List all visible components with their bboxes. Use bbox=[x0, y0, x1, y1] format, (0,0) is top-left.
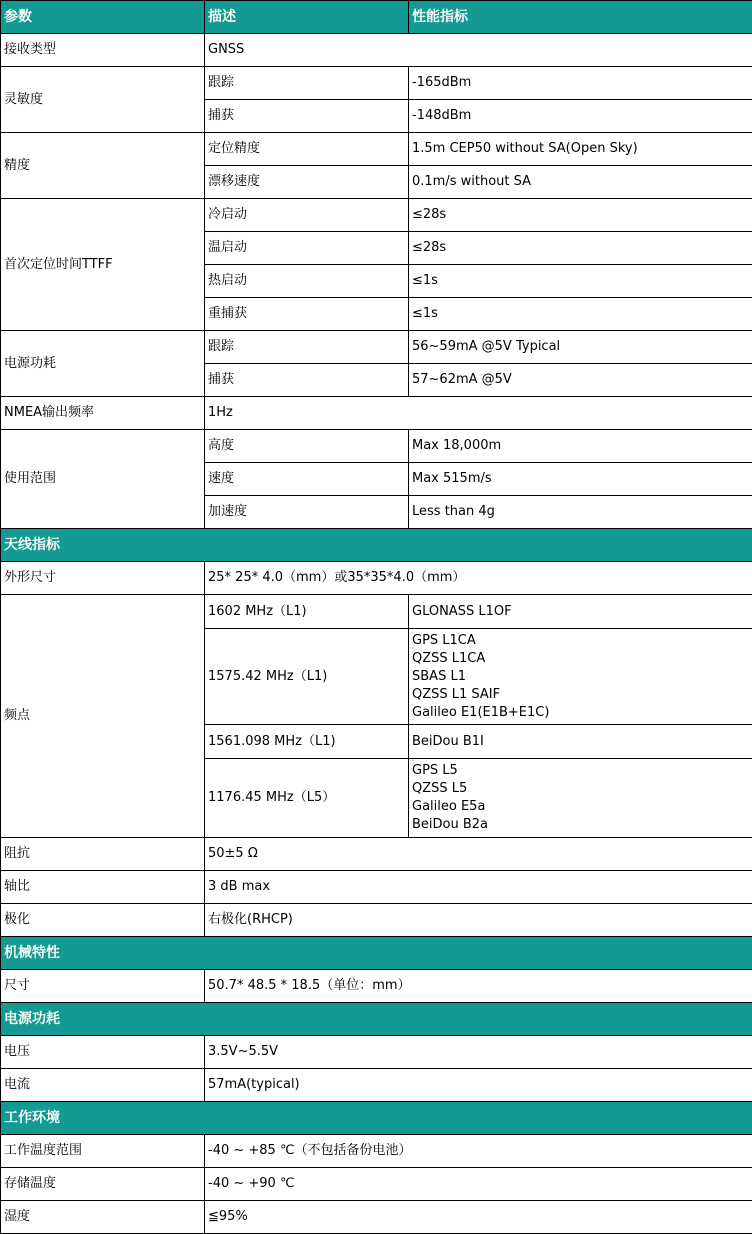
accuracy-label: 精度 bbox=[1, 133, 205, 199]
freq-desc: 1561.098 MHz（L1) bbox=[205, 725, 409, 759]
polarization-label: 极化 bbox=[1, 904, 205, 937]
accuracy-desc: 漂移速度 bbox=[205, 166, 409, 199]
table-row bbox=[1, 1036, 752, 1069]
usage-value: Max 18,000m bbox=[409, 430, 752, 463]
section-row bbox=[1, 1102, 752, 1135]
ttff-desc: 冷启动 bbox=[205, 199, 409, 232]
header-desc: 描述 bbox=[205, 1, 409, 34]
freq-value: Galileo E5a bbox=[412, 799, 486, 814]
sensitivity-value: -148dBm bbox=[409, 100, 752, 133]
storage-temp-value: -40 ~ +90 ℃ bbox=[205, 1168, 752, 1201]
ttff-desc: 温启动 bbox=[205, 232, 409, 265]
table-row bbox=[1, 970, 752, 1003]
freq-value: BeiDou B1I bbox=[412, 733, 484, 749]
table-row bbox=[1, 562, 752, 595]
sensitivity-value: -165dBm bbox=[409, 67, 752, 100]
humidity-value: ≦95% bbox=[205, 1201, 752, 1234]
table-row bbox=[1, 871, 752, 904]
receiver-type-value: GNSS bbox=[205, 34, 752, 67]
freq-value: QZSS L1CA bbox=[412, 650, 486, 666]
humidity-label: 湿度 bbox=[1, 1201, 205, 1234]
table-row bbox=[1, 397, 752, 430]
impedance-label: 阻抗 bbox=[1, 838, 205, 871]
freq-label: 频点 bbox=[1, 595, 205, 838]
freq-value: BeiDou B2a bbox=[412, 817, 489, 832]
polarization-value: 右极化(RHCP) bbox=[205, 904, 752, 937]
accuracy-desc: 定位精度 bbox=[205, 133, 409, 166]
section-row bbox=[1, 937, 752, 970]
header-perf: 性能指标 bbox=[409, 1, 752, 34]
op-temp-value: -40 ~ +85 ℃（不包括备份电池） bbox=[205, 1135, 752, 1168]
sensitivity-label: 灵敏度 bbox=[1, 67, 205, 133]
table-row bbox=[1, 904, 752, 937]
freq-value: QZSS L1 SAIF bbox=[412, 686, 501, 702]
table-row bbox=[1, 1201, 752, 1234]
freq-desc: 1176.45 MHz（L5） bbox=[205, 759, 409, 838]
table-row bbox=[1, 1069, 752, 1102]
freq-value: GLONASS L1OF bbox=[412, 603, 512, 619]
storage-temp-label: 存储温度 bbox=[1, 1168, 205, 1201]
table-row bbox=[1, 838, 752, 871]
current-value: 57mA(typical) bbox=[205, 1069, 752, 1102]
axial-ratio-label: 轴比 bbox=[1, 871, 205, 904]
table-row bbox=[1, 1168, 752, 1201]
nmea-label: NMEA输出频率 bbox=[1, 397, 205, 430]
table-row bbox=[1, 595, 752, 629]
axial-ratio-value: 3 dB max bbox=[205, 871, 752, 904]
power-value: 56~59mA @5V Typical bbox=[409, 331, 752, 364]
ttff-value: ≤28s bbox=[409, 232, 752, 265]
table-row bbox=[1, 1135, 752, 1168]
voltage-label: 电压 bbox=[1, 1036, 205, 1069]
accuracy-value: 0.1m/s without SA bbox=[409, 166, 752, 199]
sensitivity-desc: 捕获 bbox=[205, 100, 409, 133]
ttff-desc: 重捕获 bbox=[205, 298, 409, 331]
power-value: 57~62mA @5V bbox=[409, 364, 752, 397]
freq-value: GPS L5 bbox=[412, 763, 458, 778]
table-row bbox=[1, 430, 752, 463]
mech-size-label: 尺寸 bbox=[1, 970, 205, 1003]
freq-value: Galileo E1(E1B+E1C) bbox=[412, 704, 550, 720]
usage-value: Less than 4g bbox=[409, 496, 752, 529]
impedance-value: 50±5 Ω bbox=[205, 838, 752, 871]
section-row bbox=[1, 1003, 752, 1036]
section-title-power: 电源功耗 bbox=[1, 1003, 752, 1036]
section-row bbox=[1, 529, 752, 562]
current-label: 电流 bbox=[1, 1069, 205, 1102]
ttff-desc: 热启动 bbox=[205, 265, 409, 298]
voltage-value: 3.5V~5.5V bbox=[205, 1036, 752, 1069]
sensitivity-desc: 跟踪 bbox=[205, 67, 409, 100]
power-desc: 跟踪 bbox=[205, 331, 409, 364]
op-temp-label: 工作温度范围 bbox=[1, 1135, 205, 1168]
table-row bbox=[1, 199, 752, 232]
freq-value: SBAS L1 bbox=[412, 668, 466, 684]
table-row bbox=[1, 331, 752, 364]
ttff-value: ≤28s bbox=[409, 199, 752, 232]
usage-desc: 加速度 bbox=[205, 496, 409, 529]
usage-value: Max 515m/s bbox=[409, 463, 752, 496]
freq-values bbox=[409, 759, 752, 838]
usage-label: 使用范围 bbox=[1, 430, 205, 529]
freq-value: QZSS L5 bbox=[412, 781, 468, 796]
freq-values bbox=[409, 595, 752, 629]
section-title-environment: 工作环境 bbox=[1, 1102, 752, 1135]
section-title-antenna: 天线指标 bbox=[1, 529, 752, 562]
table-header-row bbox=[1, 1, 752, 34]
receiver-type-label: 接收类型 bbox=[1, 34, 205, 67]
accuracy-value: 1.5m CEP50 without SA(Open Sky) bbox=[409, 133, 752, 166]
table-row bbox=[1, 133, 752, 166]
power-desc: 捕获 bbox=[205, 364, 409, 397]
usage-desc: 高度 bbox=[205, 430, 409, 463]
ttff-value: ≤1s bbox=[409, 265, 752, 298]
table-row bbox=[1, 34, 752, 67]
freq-values bbox=[409, 629, 752, 725]
antenna-size-label: 外形尺寸 bbox=[1, 562, 205, 595]
freq-desc: 1602 MHz（L1) bbox=[205, 595, 409, 629]
table-row bbox=[1, 67, 752, 100]
mech-size-value: 50.7* 48.5 * 18.5（单位：mm） bbox=[205, 970, 752, 1003]
antenna-size-value: 25* 25* 4.0（mm）或35*35*4.0（mm） bbox=[205, 562, 752, 595]
freq-values bbox=[409, 725, 752, 759]
nmea-value: 1Hz bbox=[205, 397, 752, 430]
freq-value: GPS L1CA bbox=[412, 632, 476, 648]
ttff-label: 首次定位时间TTFF bbox=[1, 199, 205, 331]
power-label: 电源功耗 bbox=[1, 331, 205, 397]
ttff-value: ≤1s bbox=[409, 298, 752, 331]
section-title-mechanical: 机械特性 bbox=[1, 937, 752, 970]
usage-desc: 速度 bbox=[205, 463, 409, 496]
freq-desc: 1575.42 MHz（L1) bbox=[205, 629, 409, 725]
header-param: 参数 bbox=[1, 1, 205, 34]
